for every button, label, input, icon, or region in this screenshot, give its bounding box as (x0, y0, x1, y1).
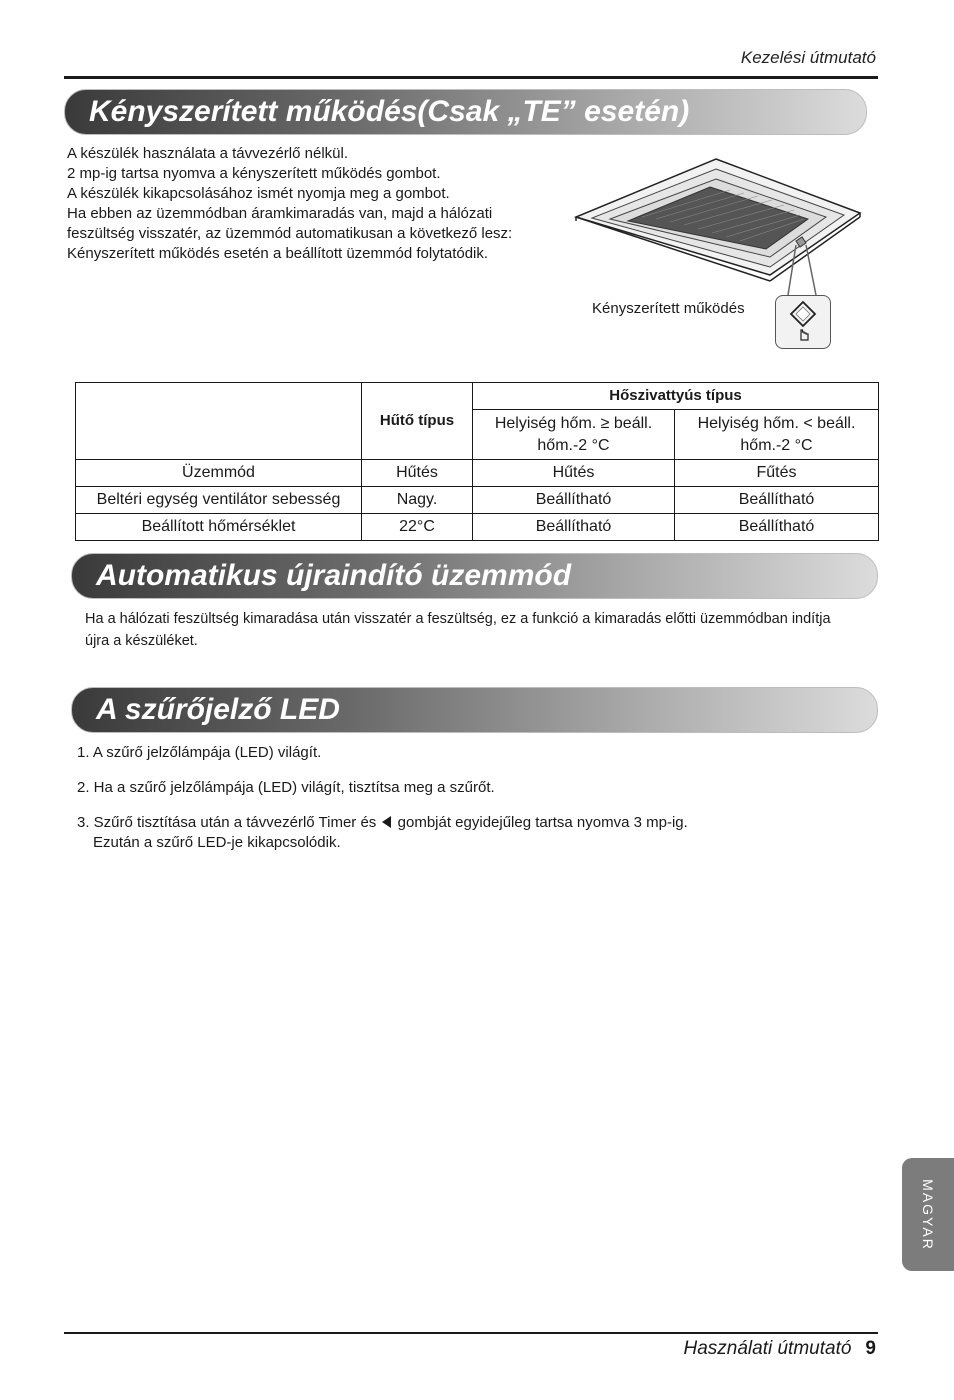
table-subheader-ge: Helyiség hőm. ≥ beáll. hőm.-2 °C (473, 410, 675, 460)
intro-text (67, 144, 512, 264)
intro-line: feszültség visszatér, az üzemmód automatikusan a következő lesz: (67, 225, 513, 242)
left-triangle-icon (382, 816, 391, 828)
step-3-text: 3. Szűrő tisztítása után a távvezérlő Timer és (77, 814, 377, 831)
table-row-label: Beltéri egység ventilátor sebesség (76, 487, 362, 514)
intro-line: 2 mp-ig tartsa nyomva a kényszerített működés gombot. (67, 165, 441, 182)
intro-line: Ha ebben az üzemmódban áramkimaradás van, majd a hálózati (67, 205, 493, 222)
intro-line: A készülék kikapcsolásához ismét nyomja meg a gombot. (67, 185, 450, 202)
header-rule (64, 76, 878, 79)
page-number: 9 (865, 1338, 876, 1359)
table-cell: Hűtés (362, 460, 473, 487)
table-header-heatpump: Hőszivattyús típus (473, 383, 879, 410)
table-cell: Beállítható (675, 514, 879, 541)
section-banner-forced-operation (64, 89, 867, 135)
table-row-label: Beállított hőmérséklet (76, 514, 362, 541)
table-header-cooling: Hűtő típus (362, 383, 473, 460)
section-title: Kényszerített működés(Csak „TE” esetén) (89, 95, 690, 128)
forced-operation-label: Kényszerített működés (592, 300, 745, 317)
forced-operation-table (75, 382, 879, 541)
table-row (76, 487, 879, 514)
running-header: Kezelési útmutató (740, 48, 876, 67)
footer-title: Használati útmutató (683, 1338, 852, 1359)
table-subheader-lt: Helyiség hőm. < beáll. hőm.-2 °C (675, 410, 879, 460)
language-tab (902, 1158, 954, 1271)
paragraph-line: újra a készüléket. (85, 633, 198, 649)
footer (684, 1338, 877, 1360)
step-3 (77, 813, 688, 833)
section-banner-filter-led (71, 687, 878, 733)
table-cell: 22°C (362, 514, 473, 541)
section-banner-auto-restart (71, 553, 878, 599)
step-3-text-cont: gombját egyidejűleg tartsa nyomva 3 mp-ig. (397, 814, 688, 831)
table-cell: Nagy. (362, 487, 473, 514)
table-row-label: Üzemmód (76, 460, 362, 487)
table-cell: Beállítható (473, 514, 675, 541)
table-cell: Hűtés (473, 460, 675, 487)
step-2: 2. Ha a szűrő jelzőlámpája (LED) világít, tisztítsa meg a szűrőt. (77, 779, 495, 796)
language-tab-label: MAGYAR (920, 1178, 936, 1251)
paragraph-line: Ha a hálózati feszültség kimaradása után visszatér a feszültség, ez a funkció a kimaradás előtti üzemmódban indítja (85, 611, 831, 627)
intro-line: A készülék használata a távvezérlő nélkül. (67, 145, 348, 162)
step-3-line-2: Ezután a szűrő LED-je kikapcsolódik. (93, 834, 341, 851)
footer-rule (64, 1332, 878, 1334)
diamond-icon (776, 296, 830, 348)
table-cell: Fűtés (675, 460, 879, 487)
step-1: 1. A szűrő jelzőlámpája (LED) világít. (77, 744, 322, 761)
table-cell: Beállítható (675, 487, 879, 514)
table-cell: Beállítható (473, 487, 675, 514)
table-row (76, 460, 879, 487)
section-title: A szűrőjelző LED (96, 693, 340, 726)
auto-restart-text (85, 608, 885, 652)
intro-line: Kényszerített működés esetén a beállított üzemmód folytatódik. (67, 245, 489, 262)
table-corner-cell (76, 383, 362, 460)
hand-pointer-icon (801, 330, 808, 340)
forced-operation-button[interactable] (775, 295, 831, 349)
section-title: Automatikus újraindító üzemmód (96, 559, 572, 592)
table-row (76, 514, 879, 541)
